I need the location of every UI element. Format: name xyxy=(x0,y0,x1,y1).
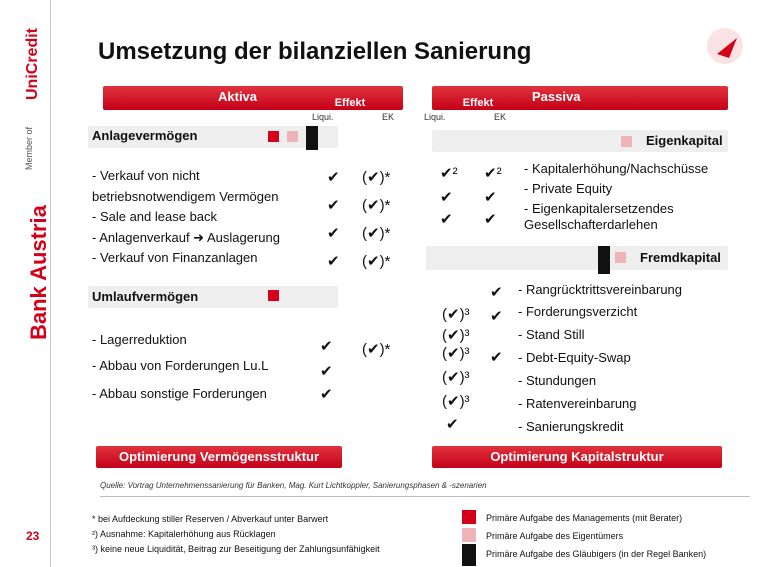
creditor-marker xyxy=(598,246,610,274)
umlauf-item: - Lagerreduktion xyxy=(92,332,187,347)
fremdkapital-label: Fremdkapital xyxy=(640,250,721,265)
management-marker xyxy=(268,290,279,301)
legend-label: Primäre Aufgabe des Gläubigers (in der Regel Banken) xyxy=(486,549,707,559)
eigenkapital-label: Eigenkapital xyxy=(646,133,723,148)
aktiva-header: Aktiva xyxy=(103,86,403,110)
check-mark: ✔ xyxy=(320,363,333,380)
check-mark: ✔ xyxy=(327,225,340,242)
ek-right-label: EK xyxy=(494,112,507,122)
eigen-item: - Kapitalerhöhung/Nachschüsse xyxy=(524,161,709,176)
effekt-right-label: Effekt xyxy=(462,97,494,109)
anlagevermoegen-label: Anlagevermögen xyxy=(92,128,198,143)
check-mark: (✔)³ xyxy=(442,393,470,410)
check-mark: (✔)* xyxy=(362,197,391,214)
ek-left-label: EK xyxy=(382,112,395,122)
effekt-left-label: Effekt xyxy=(334,97,366,109)
page-number: 23 xyxy=(26,529,40,543)
fremd-item: - Forderungsverzicht xyxy=(518,304,638,319)
liqui-right-label: Liqui. xyxy=(424,112,446,122)
source-citation: Quelle: Vortrag Unternehmenssanierung für Banken, Mag. Kurt Lichtkoppler, Sanierungsphasen & -szenarien xyxy=(100,481,487,490)
member-of-text: Member of xyxy=(24,126,34,170)
check-mark: ✔ xyxy=(484,189,497,206)
fremd-item: - Sanierungskredit xyxy=(518,419,624,434)
owner-marker xyxy=(287,131,298,142)
footer-divider xyxy=(100,496,750,497)
check-mark: ✔² xyxy=(440,165,458,182)
unicredit-emblem-icon xyxy=(707,28,743,64)
umlauf-item: - Abbau von Forderungen Lu.L xyxy=(92,358,269,373)
optimierung-kapital-bar: Optimierung Kapitalstruktur xyxy=(432,446,722,468)
anlage-item: - Verkauf von nicht xyxy=(92,168,200,183)
check-mark: (✔)* xyxy=(362,169,391,186)
check-mark: ✔² xyxy=(484,165,502,182)
owner-marker xyxy=(615,252,626,263)
fremd-item: - Stand Still xyxy=(518,327,585,342)
legend-swatch-owner xyxy=(462,528,476,542)
unicredit-logo: UniCredit xyxy=(24,28,41,100)
bank-austria-logo: Bank Austria xyxy=(26,205,51,340)
check-mark: (✔)³ xyxy=(442,327,470,344)
owner-marker xyxy=(621,136,632,147)
legend-swatch-creditor xyxy=(462,544,476,566)
check-mark: ✔ xyxy=(327,197,340,214)
legend-label: Primäre Aufgabe des Managements (mit Berater) xyxy=(486,513,683,523)
check-mark: (✔)³ xyxy=(442,306,470,323)
check-mark: (✔)³ xyxy=(442,369,470,386)
check-mark: (✔)³ xyxy=(442,345,470,362)
fremd-item: - Rangrücktrittsvereinbarung xyxy=(518,282,683,297)
anlage-item: - Verkauf von Finanzanlagen xyxy=(92,250,258,265)
legend-label: Primäre Aufgabe des Eigentümers xyxy=(486,531,624,541)
legend-swatch-management xyxy=(462,510,476,524)
footnote: ³) keine neue Liquidität, Beitrag zur Beseitigung der Zahlungsunfähigkeit xyxy=(92,544,380,554)
anlage-item: - Sale and lease back xyxy=(92,209,218,224)
eigen-item: - Eigenkapitalersetzendes xyxy=(524,201,674,216)
check-mark: ✔ xyxy=(490,308,503,325)
check-mark: ✔ xyxy=(490,284,503,301)
check-mark: ✔ xyxy=(440,211,453,228)
fremd-item: - Debt-Equity-Swap xyxy=(518,350,631,365)
check-mark: ✔ xyxy=(327,253,340,270)
liqui-left-label: Liqui. xyxy=(312,112,334,122)
check-mark: (✔)* xyxy=(362,253,391,270)
page-title: Umsetzung der bilanziellen Sanierung xyxy=(98,38,532,65)
check-mark: (✔)* xyxy=(362,341,391,358)
anlage-item: betriebsnotwendigem Vermögen xyxy=(92,189,279,204)
umlauf-item: - Abbau sonstige Forderungen xyxy=(92,386,267,401)
passiva-header: Passiva xyxy=(432,86,728,110)
umlaufvermoegen-label: Umlaufvermögen xyxy=(92,289,199,304)
check-mark: ✔ xyxy=(490,349,503,366)
footnote: ²) Ausnahme: Kapitalerhöhung aus Rücklagen xyxy=(92,529,276,539)
check-mark: ✔ xyxy=(484,211,497,228)
optimierung-vermoegen-bar: Optimierung Vermögensstruktur xyxy=(96,446,342,468)
check-mark: ✔ xyxy=(440,189,453,206)
check-mark: ✔ xyxy=(320,386,333,403)
fremd-item: - Stundungen xyxy=(518,373,597,388)
check-mark: ✔ xyxy=(320,338,333,355)
check-mark: ✔ xyxy=(327,169,340,186)
footnote: * bei Aufdeckung stiller Reserven / Abverkauf unter Barwert xyxy=(92,514,329,524)
anlage-item: - Anlagenverkauf ➜ Auslagerung xyxy=(92,230,280,245)
eigen-item: - Private Equity xyxy=(524,181,613,196)
check-mark: ✔ xyxy=(446,416,459,433)
creditor-marker xyxy=(306,126,318,150)
fremd-item: - Ratenvereinbarung xyxy=(518,396,637,411)
check-mark: (✔)* xyxy=(362,225,391,242)
eigen-item: Gesellschafterdarlehen xyxy=(524,217,658,232)
management-marker xyxy=(268,131,279,142)
